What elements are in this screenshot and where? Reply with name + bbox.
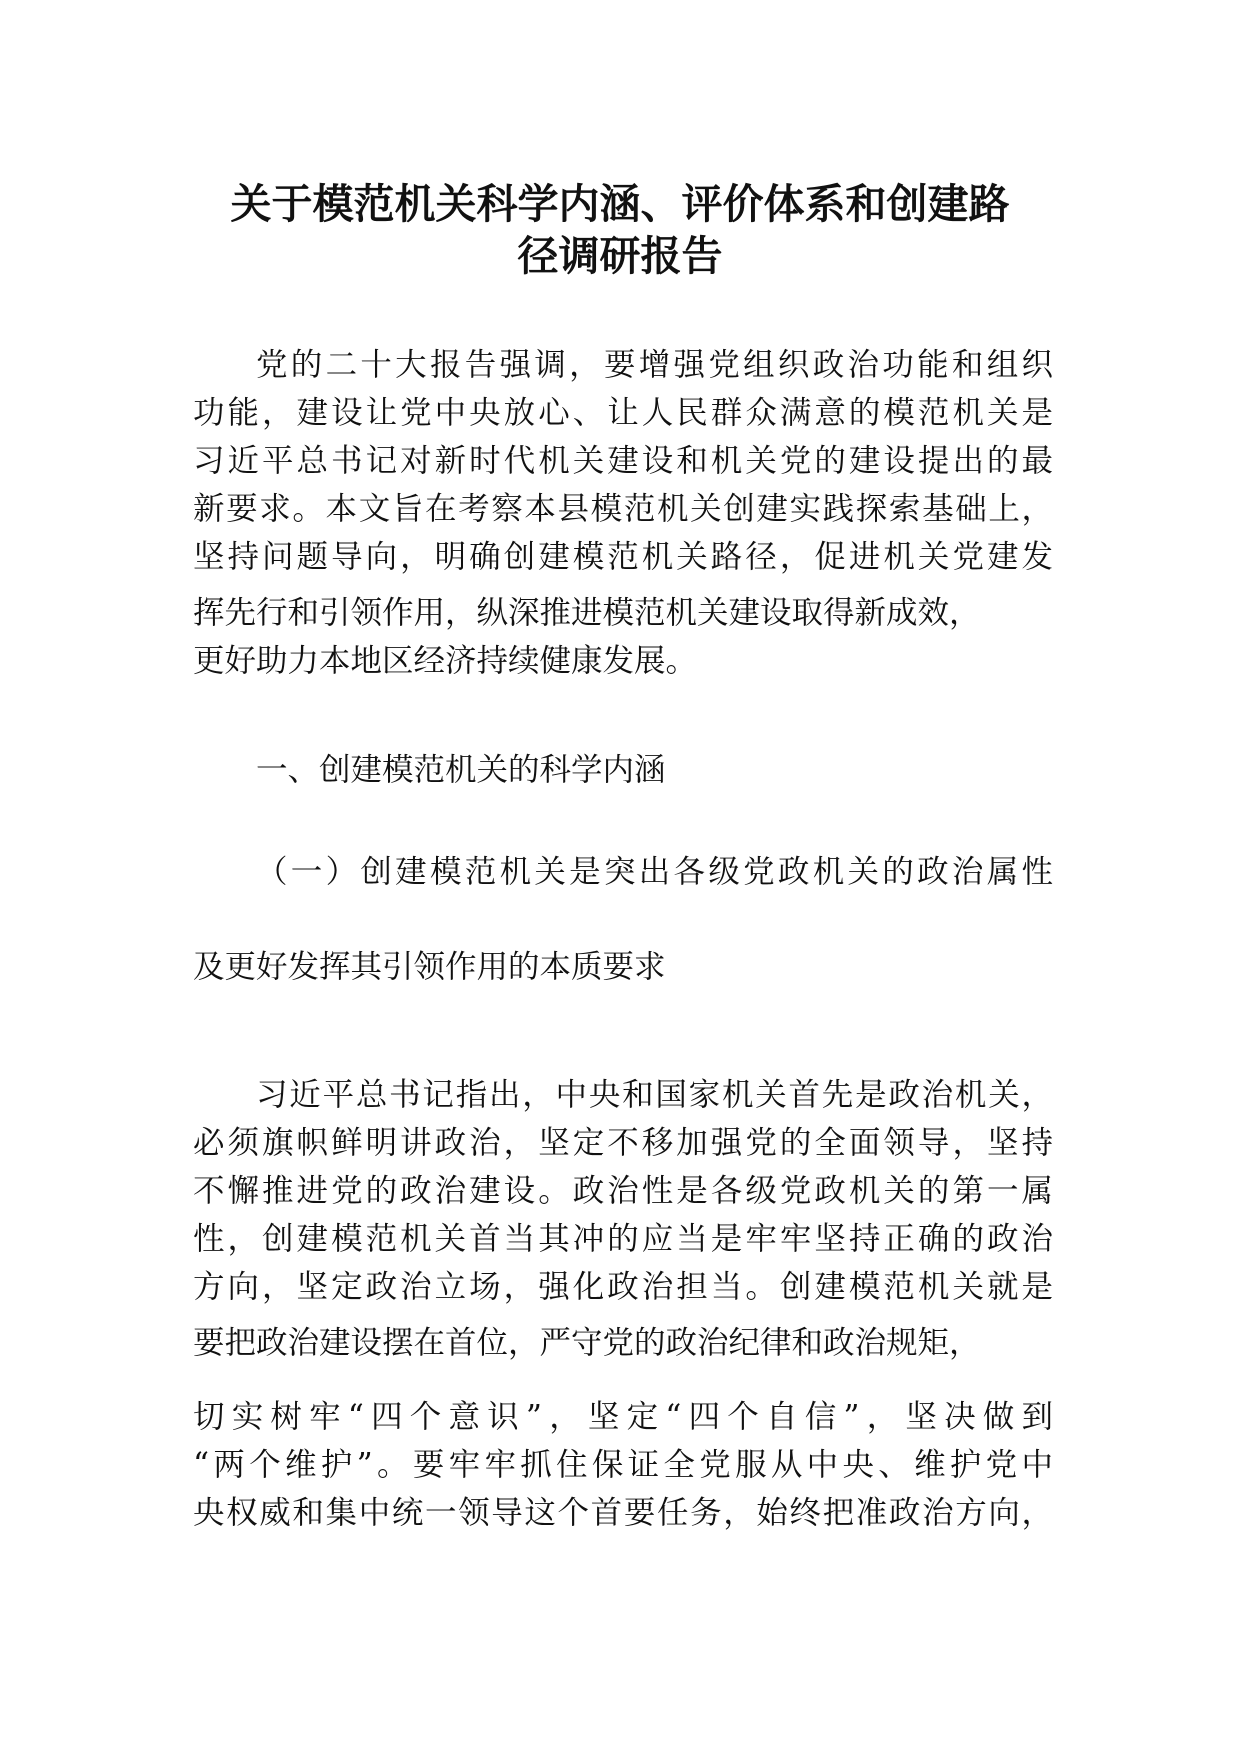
body-line-3: 不懈推进党的政治建设。政治性是各级党政机关的第一属: [193, 1173, 1053, 1209]
subsection-heading-line-1: （一）创建模范机关是突出各级党政机关的政治属性: [256, 854, 1053, 890]
body-line-6: 要把政治建设摆在首位，严守党的政治纪律和政治规矩，: [193, 1325, 981, 1361]
intro-line-5: 坚持问题导向，明确创建模范机关路径，促进机关党建发: [193, 539, 1053, 575]
document-title-line-1: 关于模范机关科学内涵、评价体系和创建路: [230, 180, 1010, 228]
body-line-7: 切实树牢“四个意识”，坚定“四个自信”，坚决做到: [193, 1399, 1053, 1435]
body-line-2: 必须旗帜鲜明讲政治，坚定不移加强党的全面领导，坚持: [193, 1125, 1053, 1161]
intro-line-2: 功能，建设让党中央放心、让人民群众满意的模范机关是: [193, 395, 1053, 431]
intro-line-1: 党的二十大报告强调，要增强党组织政治功能和组织: [256, 347, 1053, 383]
body-line-9: 央权威和集中统一领导这个首要任务，始终把准政治方向，: [193, 1495, 1053, 1531]
document-title-line-2: 径调研报告: [517, 232, 723, 280]
intro-line-7: 更好助力本地区经济持续健康发展。: [193, 643, 698, 679]
body-line-1: 习近平总书记指出，中央和国家机关首先是政治机关，: [256, 1077, 1053, 1113]
body-line-4: 性，创建模范机关首当其冲的应当是牢牢坚持正确的政治: [193, 1221, 1053, 1257]
intro-line-4: 新要求。本文旨在考察本县模范机关创建实践探索基础上，: [193, 491, 1053, 527]
intro-line-6: 挥先行和引领作用，纵深推进模范机关建设取得新成效，: [193, 595, 981, 631]
body-line-5: 方向，坚定政治立场，强化政治担当。创建模范机关就是: [193, 1269, 1053, 1305]
body-line-8: “两个维护”。要牢牢抓住保证全党服从中央、维护党中: [193, 1447, 1053, 1483]
section-heading: 一、创建模范机关的科学内涵: [256, 752, 666, 788]
intro-line-3: 习近平总书记对新时代机关建设和机关党的建设提出的最: [193, 443, 1053, 479]
subsection-heading-line-2: 及更好发挥其引领作用的本质要求: [193, 949, 666, 985]
